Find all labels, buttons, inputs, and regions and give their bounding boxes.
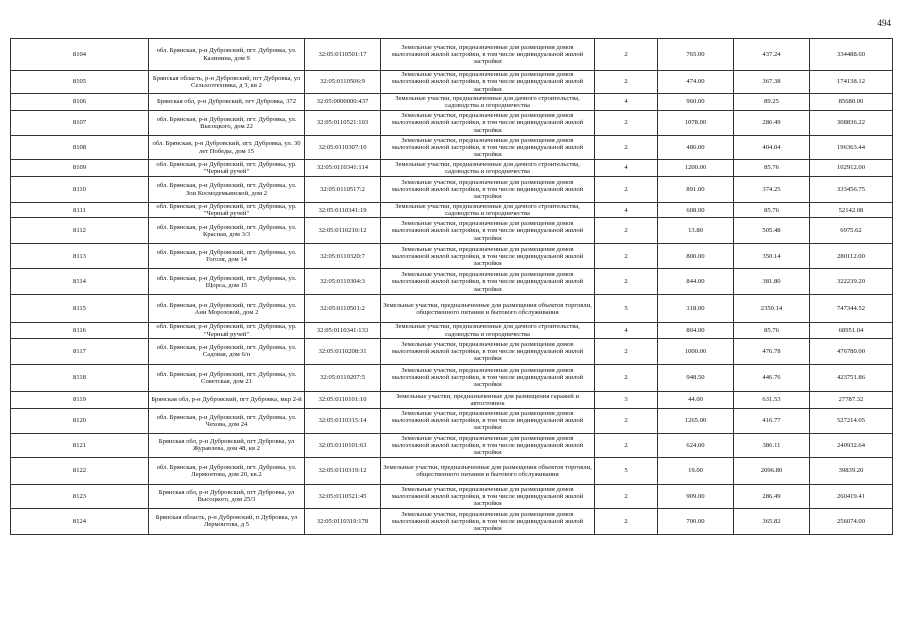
cadastral-value-cell: 527214.05 xyxy=(810,408,893,433)
address-cell: обл. Брянская, р-н Дубровский, пгт. Дубровка, ул. Лермонтова, дом 20, кв.2 xyxy=(149,457,305,484)
area-cell: 608.00 xyxy=(658,203,734,218)
cadastral-number-cell: 32:05:0110319:12 xyxy=(305,457,381,484)
table-row xyxy=(11,338,893,364)
land-use-type-cell: Земельные участки, предназначенные для размещения домов малоэтажной жилой застройки, в том числе индивидуальной жилой застройки xyxy=(381,136,595,160)
address-cell: обл. Брянская, р-н Дубровский, пгт. Дубровка, ул. Ани Морозовой, дом 2 xyxy=(149,295,305,323)
specific-value-cell: 85.76 xyxy=(734,203,810,218)
cadastral-value-cell: 333456.75 xyxy=(810,177,893,203)
land-use-type-cell: Земельные участки, предназначенные для размещения домов малоэтажной жилой застройки, в том числе индивидуальной жилой застройки xyxy=(381,71,595,94)
specific-value-cell: 367.38 xyxy=(734,71,810,94)
address-cell: обл. Брянская, р-н Дубровский, пгт. Дубровка, ул. Калинина, дом 9 xyxy=(149,39,305,71)
cadastral-number-cell: 32:05:0110101:10 xyxy=(305,391,381,408)
cadastral-value-cell: 256074.00 xyxy=(810,508,893,534)
group-cell: 2 xyxy=(595,39,658,71)
specific-value-cell: 404.04 xyxy=(734,136,810,160)
address-cell: обл. Брянская, р-н Дубровский, пгт. Дубровка, ул. Зои Космодемьянской, дом 2 xyxy=(149,177,305,203)
cadastral-value-cell: 476780.00 xyxy=(810,338,893,364)
group-cell: 2 xyxy=(595,136,658,160)
row-number-cell: 8110 xyxy=(11,177,149,203)
land-use-type-cell: Земельные участки, предназначенные для размещения домов малоэтажной жилой застройки, в том числе индивидуальной жилой застройки xyxy=(381,111,595,136)
table-row xyxy=(11,111,893,136)
row-number-cell: 8113 xyxy=(11,244,149,269)
table-row xyxy=(11,408,893,433)
land-use-type-cell: Земельные участки, предназначенные для размещения домов малоэтажной жилой застройки, в том числе индивидуальной жилой застройки xyxy=(381,508,595,534)
cadastral-value-cell: 85680.00 xyxy=(810,94,893,111)
cadastral-value-cell: 322239.20 xyxy=(810,269,893,295)
land-use-type-cell: Земельные участки, предназначенные для размещения домов малоэтажной жилой застройки, в том числе индивидуальной жилой застройки xyxy=(381,364,595,391)
row-number-cell: 8107 xyxy=(11,111,149,136)
area-cell: 1200.00 xyxy=(658,160,734,177)
land-use-type-cell: Земельные участки, предназначенные для дачного строительства, садоводства и огородничества xyxy=(381,323,595,338)
row-number-cell: 8109 xyxy=(11,160,149,177)
group-cell: 2 xyxy=(595,269,658,295)
table-row xyxy=(11,244,893,269)
specific-value-cell: 89.25 xyxy=(734,94,810,111)
specific-value-cell: 2350.14 xyxy=(734,295,810,323)
area-cell: 318.00 xyxy=(658,295,734,323)
area-cell: 1000.00 xyxy=(658,338,734,364)
cadastral-number-cell: 32:05:0110517:2 xyxy=(305,177,381,203)
land-use-type-cell: Земельные участки, предназначенные для размещения домов малоэтажной жилой застройки, в том числе индивидуальной жилой застройки xyxy=(381,484,595,508)
row-number-cell: 8106 xyxy=(11,94,149,111)
group-cell: 2 xyxy=(595,433,658,457)
address-cell: обл. Брянская, р-н Дубровский, пгт. Дубровка, ул. Высоцкого, дом 22 xyxy=(149,111,305,136)
specific-value-cell: 286.49 xyxy=(734,484,810,508)
cadastral-number-cell: 32:05:0110501:17 xyxy=(305,39,381,71)
cadastral-value-cell: 423751.86 xyxy=(810,364,893,391)
address-cell: обл. Брянская, р-н Дубровский, пгт. Дубровка, ул. Чехова, дом 24 xyxy=(149,408,305,433)
land-use-type-cell: Земельные участки, предназначенные для размещения гаражей и автостоянок xyxy=(381,391,595,408)
land-use-type-cell: Земельные участки, предназначенные для дачного строительства, садоводства и огородничества xyxy=(381,160,595,177)
address-cell: Брянская обл, р-н Дубровский, пгт Дубровка, 372 xyxy=(149,94,305,111)
table-row xyxy=(11,433,893,457)
specific-value-cell: 286.49 xyxy=(734,111,810,136)
table-body xyxy=(11,39,893,535)
cadastral-number-cell: 32:05:0000000:437 xyxy=(305,94,381,111)
land-use-type-cell: Земельные участки, предназначенные для размещения объектов торговли, общественного питания и бытового обслуживания xyxy=(381,457,595,484)
row-number-cell: 8111 xyxy=(11,203,149,218)
cadastral-value-cell: 196363.44 xyxy=(810,136,893,160)
address-cell: обл. Брянская, р-н Дубровский, пгт. Дубровка, ул. Садовая, дом 6/п xyxy=(149,338,305,364)
area-cell: 804.00 xyxy=(658,323,734,338)
table-row xyxy=(11,218,893,244)
cadastral-value-cell: 747344.52 xyxy=(810,295,893,323)
group-cell: 3 xyxy=(595,391,658,408)
group-cell: 2 xyxy=(595,338,658,364)
row-number-cell: 8114 xyxy=(11,269,149,295)
area-cell: 624.00 xyxy=(658,433,734,457)
row-number-cell: 8120 xyxy=(11,408,149,433)
cadastral-value-cell: 102912.00 xyxy=(810,160,893,177)
table-row xyxy=(11,269,893,295)
table-row xyxy=(11,177,893,203)
land-use-type-cell: Земельные участки, предназначенные для размещения домов малоэтажной жилой застройки, в том числе индивидуальной жилой застройки xyxy=(381,39,595,71)
cadastral-number-cell: 32:05:0110315:14 xyxy=(305,408,381,433)
table-row xyxy=(11,508,893,534)
area-cell: 1265.00 xyxy=(658,408,734,433)
specific-value-cell: 350.14 xyxy=(734,244,810,269)
area-cell: 13.80 xyxy=(658,218,734,244)
address-cell: Брянская область, р-н Дубровский, п Дубровка, ул Лермонтова, д 5 xyxy=(149,508,305,534)
table-row xyxy=(11,364,893,391)
specific-value-cell: 476.78 xyxy=(734,338,810,364)
cadastral-value-cell: 6975.62 xyxy=(810,218,893,244)
specific-value-cell: 2096.80 xyxy=(734,457,810,484)
cadastral-value-cell: 280112.00 xyxy=(810,244,893,269)
specific-value-cell: 386.11 xyxy=(734,433,810,457)
land-use-type-cell: Земельные участки, предназначенные для дачного строительства, садоводства и огородничества xyxy=(381,94,595,111)
cadastral-number-cell: 32:05:0110341:19 xyxy=(305,203,381,218)
land-use-type-cell: Земельные участки, предназначенные для размещения домов малоэтажной жилой застройки, в том числе индивидуальной жилой застройки xyxy=(381,218,595,244)
table-row xyxy=(11,136,893,160)
cadastral-value-cell: 260419.41 xyxy=(810,484,893,508)
specific-value-cell: 85.76 xyxy=(734,323,810,338)
address-cell: обл. Брянская, р-н Дубровский, пгт. Дубровка, ул. Советская, дом 21 xyxy=(149,364,305,391)
cadastral-value-cell: 52142.08 xyxy=(810,203,893,218)
address-cell: обл. Брянская, р-н Дубровский, пгт. Дубровка, ул. Гоголя, дом 14 xyxy=(149,244,305,269)
specific-value-cell: 416.77 xyxy=(734,408,810,433)
row-number-cell: 8117 xyxy=(11,338,149,364)
area-cell: 960.00 xyxy=(658,94,734,111)
area-cell: 19.00 xyxy=(658,457,734,484)
area-cell: 486.00 xyxy=(658,136,734,160)
address-cell: Брянская область, р-н Дубровский, пгт Дубровка, ул Сельхозтехника, д 3, кв 2 xyxy=(149,71,305,94)
group-cell: 2 xyxy=(595,244,658,269)
cadastral-table xyxy=(10,38,893,535)
area-cell: 474.00 xyxy=(658,71,734,94)
row-number-cell: 8122 xyxy=(11,457,149,484)
row-number-cell: 8115 xyxy=(11,295,149,323)
area-cell: 891.00 xyxy=(658,177,734,203)
group-cell: 2 xyxy=(595,218,658,244)
area-cell: 800.00 xyxy=(658,244,734,269)
group-cell: 2 xyxy=(595,484,658,508)
group-cell: 2 xyxy=(595,111,658,136)
land-use-type-cell: Земельные участки, предназначенные для размещения домов малоэтажной жилой застройки, в том числе индивидуальной жилой застройки xyxy=(381,408,595,433)
group-cell: 5 xyxy=(595,295,658,323)
table-row xyxy=(11,39,893,71)
group-cell: 2 xyxy=(595,177,658,203)
specific-value-cell: 365.82 xyxy=(734,508,810,534)
group-cell: 4 xyxy=(595,94,658,111)
cadastral-value-cell: 174138.12 xyxy=(810,71,893,94)
specific-value-cell: 381.80 xyxy=(734,269,810,295)
cadastral-number-cell: 32:05:0110341:114 xyxy=(305,160,381,177)
area-cell: 44.00 xyxy=(658,391,734,408)
address-cell: обл. Брянская, р-н Дубровский, пгт. Дубровка, ур. "Черный ручей" xyxy=(149,323,305,338)
area-cell: 1078.00 xyxy=(658,111,734,136)
address-cell: обл. Брянская, р-н Дубровский, пгт. Дубровка, ур. "Черный ручей" xyxy=(149,160,305,177)
cadastral-number-cell: 32:05:0110341:133 xyxy=(305,323,381,338)
land-use-type-cell: Земельные участки, предназначенные для размещения домов малоэтажной жилой застройки, в том числе индивидуальной жилой застройки xyxy=(381,269,595,295)
address-cell: обл. Брянская, р-н Дубровский, пгт. Дубровка, ур. "Черный ручей" xyxy=(149,203,305,218)
cadastral-number-cell: 32:05:0110521:103 xyxy=(305,111,381,136)
cadastral-number-cell: 32:05:0110307:10 xyxy=(305,136,381,160)
address-cell: обл. Брянская, р-н Дубровский, пгт. Дубровка, ул. Красная, дом 3/3 xyxy=(149,218,305,244)
specific-value-cell: 446.76 xyxy=(734,364,810,391)
area-cell: 844.00 xyxy=(658,269,734,295)
group-cell: 2 xyxy=(595,364,658,391)
land-use-type-cell: Земельные участки, предназначенные для размещения домов малоэтажной жилой застройки, в том числе индивидуальной жилой застройки xyxy=(381,177,595,203)
cadastral-number-cell: 32:05:0110521:45 xyxy=(305,484,381,508)
page-number: 494 xyxy=(877,18,891,28)
address-cell: обл. Брянская, р-н Дубровский, пгт. Дубровка, ул. Щорса, дом 15 xyxy=(149,269,305,295)
land-use-type-cell: Земельные участки, предназначенные для размещения домов малоэтажной жилой застройки, в том числе индивидуальной жилой застройки xyxy=(381,338,595,364)
row-number-cell: 8105 xyxy=(11,71,149,94)
cadastral-number-cell: 32:05:0110101:63 xyxy=(305,433,381,457)
cadastral-value-cell: 39839.20 xyxy=(810,457,893,484)
specific-value-cell: 631.53 xyxy=(734,391,810,408)
table-row xyxy=(11,323,893,338)
table-row xyxy=(11,295,893,323)
group-cell: 2 xyxy=(595,408,658,433)
group-cell: 4 xyxy=(595,323,658,338)
cadastral-number-cell: 32:05:0110210:12 xyxy=(305,218,381,244)
table-row xyxy=(11,203,893,218)
cadastral-number-cell: 32:05:0110320:7 xyxy=(305,244,381,269)
table-row xyxy=(11,391,893,408)
cadastral-value-cell: 27787.32 xyxy=(810,391,893,408)
land-use-type-cell: Земельные участки, предназначенные для размещения домов малоэтажной жилой застройки, в том числе индивидуальной жилой застройки xyxy=(381,433,595,457)
specific-value-cell: 85.76 xyxy=(734,160,810,177)
area-cell: 909.00 xyxy=(658,484,734,508)
address-cell: Брянская обл, р-н Дубровский, пгт Дубровка, ул Высоцкого, дом 25/3 xyxy=(149,484,305,508)
address-cell: обл. Брянская, р-н Дубровский, пгт. Дубровка, ул. 30 лет Победы, дом 15 xyxy=(149,136,305,160)
cadastral-value-cell: 308836.22 xyxy=(810,111,893,136)
area-cell: 765.00 xyxy=(658,39,734,71)
cadastral-number-cell: 32:05:0110319:178 xyxy=(305,508,381,534)
table-row xyxy=(11,94,893,111)
group-cell: 4 xyxy=(595,203,658,218)
row-number-cell: 8121 xyxy=(11,433,149,457)
specific-value-cell: 505.48 xyxy=(734,218,810,244)
area-cell: 948.50 xyxy=(658,364,734,391)
cadastral-value-cell: 240932.64 xyxy=(810,433,893,457)
group-cell: 2 xyxy=(595,71,658,94)
table-row xyxy=(11,71,893,94)
cadastral-value-cell: 68951.04 xyxy=(810,323,893,338)
specific-value-cell: 437.24 xyxy=(734,39,810,71)
row-number-cell: 8112 xyxy=(11,218,149,244)
row-number-cell: 8118 xyxy=(11,364,149,391)
table-row xyxy=(11,457,893,484)
table-row xyxy=(11,484,893,508)
group-cell: 4 xyxy=(595,160,658,177)
row-number-cell: 8124 xyxy=(11,508,149,534)
row-number-cell: 8108 xyxy=(11,136,149,160)
cadastral-number-cell: 32:05:0110207:5 xyxy=(305,364,381,391)
cadastral-number-cell: 32:05:0110501:2 xyxy=(305,295,381,323)
row-number-cell: 8119 xyxy=(11,391,149,408)
address-cell: Брянская обл, р-н Дубровский, пгт Дубровка, мкр 2-й xyxy=(149,391,305,408)
address-cell: Брянская обл, р-н Дубровский, пгт Дубровка, ул Журавлева, дом 48, кв 2 xyxy=(149,433,305,457)
area-cell: 700.00 xyxy=(658,508,734,534)
row-number-cell: 8123 xyxy=(11,484,149,508)
land-use-type-cell: Земельные участки, предназначенные для размещения домов малоэтажной жилой застройки, в том числе индивидуальной жилой застройки xyxy=(381,244,595,269)
cadastral-value-cell: 334488.60 xyxy=(810,39,893,71)
cadastral-number-cell: 32:05:0110506:9 xyxy=(305,71,381,94)
cadastral-number-cell: 32:05:0110304:3 xyxy=(305,269,381,295)
group-cell: 2 xyxy=(595,508,658,534)
group-cell: 5 xyxy=(595,457,658,484)
cadastral-number-cell: 32:05:0110208:31 xyxy=(305,338,381,364)
row-number-cell: 8104 xyxy=(11,39,149,71)
land-use-type-cell: Земельные участки, предназначенные для дачного строительства, садоводства и огородничества xyxy=(381,203,595,218)
land-use-type-cell: Земельные участки, предназначенные для размещения объектов торговли, общественного питания и бытового обслуживания xyxy=(381,295,595,323)
table-row xyxy=(11,160,893,177)
row-number-cell: 8116 xyxy=(11,323,149,338)
specific-value-cell: 374.25 xyxy=(734,177,810,203)
